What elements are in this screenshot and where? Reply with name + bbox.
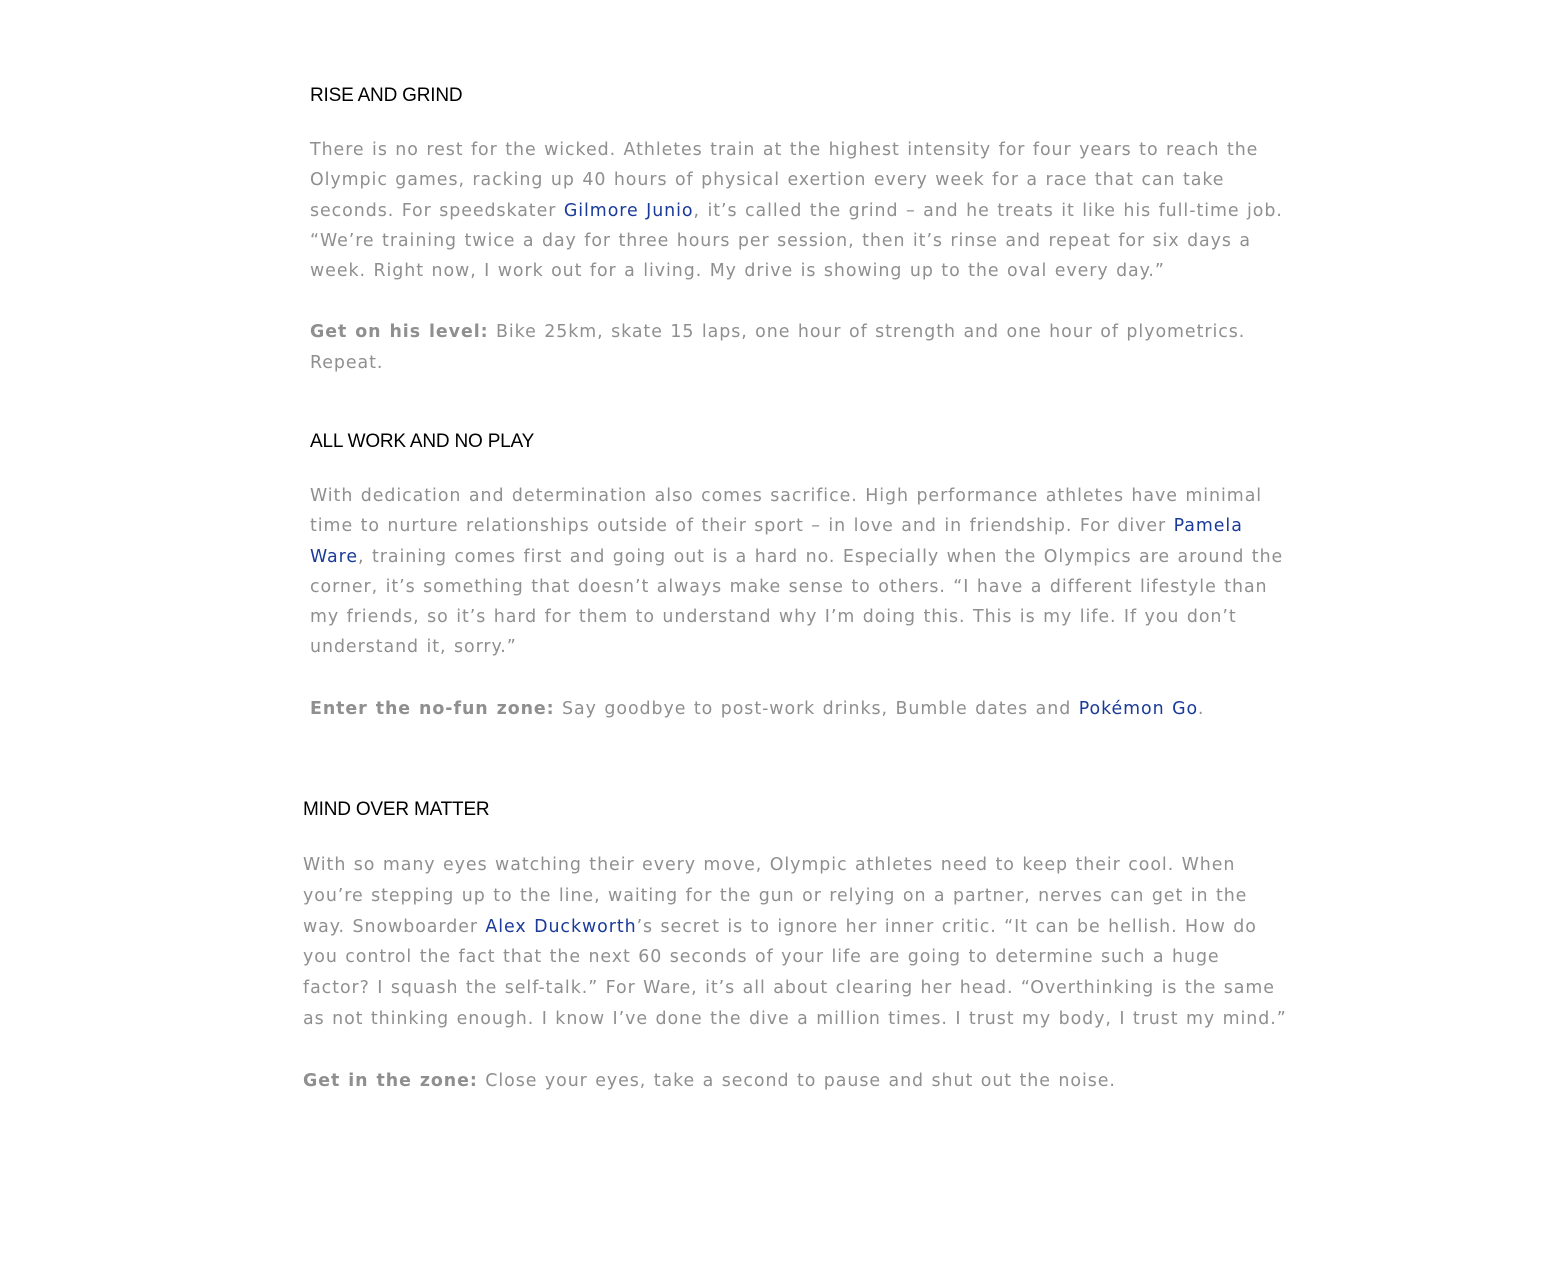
athlete-link-gilmore-junio[interactable]: Gilmore Junio <box>563 200 694 221</box>
body-text: With dedication and determination also comes sacrifice. High performance athletes have minimal time to nurture relationships outside of their sport – in love and in friendship. For diver <box>310 486 1263 537</box>
tip-label: Get on his level: <box>310 322 489 343</box>
tip-text: Bike 25km, skate 15 laps, one hour of strength and one hour of plyometrics. Repeat. <box>310 322 1246 373</box>
athlete-link-pamela-ware[interactable]: Pamela Ware <box>310 516 1243 567</box>
section-heading: RISE AND GRIND <box>310 85 463 106</box>
pokemon-go-link[interactable]: Pokémon Go <box>1078 698 1198 719</box>
body-text: , training comes first and going out is a hard no. Especially when the Olympics are around the corner, it’s something that doesn’t always make sense to others. “I have a different lifestyle than my friends, so it’s hard for them to understand why I’m doing this. This is my life. If you don’t understand it, sorry.” <box>310 546 1284 658</box>
body-text: ’s secret is to ignore her inner critic. “It can be hellish. How do you control the fact that the next 60 seconds of your life are going to determine such a huge factor? I squash the self-talk.” For Ware, it’s all about clearing her head. “Overthinking is the same as not thinking enough. I know I’ve done the dive a million times. I trust my body, I trust my mind.” <box>303 916 1287 1029</box>
section-all-work-and-no-play <box>310 430 1300 724</box>
section-tip <box>310 317 1300 378</box>
athlete-link-alex-duckworth[interactable]: Alex Duckworth <box>485 916 637 937</box>
section-heading: ALL WORK AND NO PLAY <box>310 431 535 452</box>
tip-label: Get in the zone: <box>303 1070 478 1091</box>
body-text: , it’s called the grind – and he treats it like his full-time job. “We’re training twice a day for three hours per session, then it’s rinse and repeat for six days a week. Right now, I work out for a living. My drive is showing up to the oval every day.” <box>310 200 1283 282</box>
section-tip <box>303 1066 1293 1097</box>
tip-end: . <box>1197 698 1205 719</box>
section-mind-over-matter <box>303 798 1293 1097</box>
body-text: There is no rest for the wicked. Athletes train at the highest intensity for four years to reach the Olympic games, racking up 40 hours of physical exertion every week for a race that can take seconds. For speedskater <box>310 140 1259 221</box>
section-heading: MIND OVER MATTER <box>303 799 490 820</box>
tip-label: Enter the no-fun zone: <box>310 698 555 719</box>
tip-text: Close your eyes, take a second to pause and shut out the noise. <box>477 1070 1116 1091</box>
section-body <box>303 850 1293 1035</box>
section-body <box>310 135 1300 286</box>
section-rise-and-grind <box>310 84 1300 378</box>
section-tip <box>310 694 1300 724</box>
body-text: With so many eyes watching their every move, Olympic athletes need to keep their cool. When you’re stepping up to the line, waiting for the gun or relying on a partner, nerves can get in the way. Snowboarder <box>303 855 1248 937</box>
tip-text: Say goodbye to post-work drinks, Bumble dates and <box>554 698 1079 719</box>
section-body <box>310 481 1300 663</box>
